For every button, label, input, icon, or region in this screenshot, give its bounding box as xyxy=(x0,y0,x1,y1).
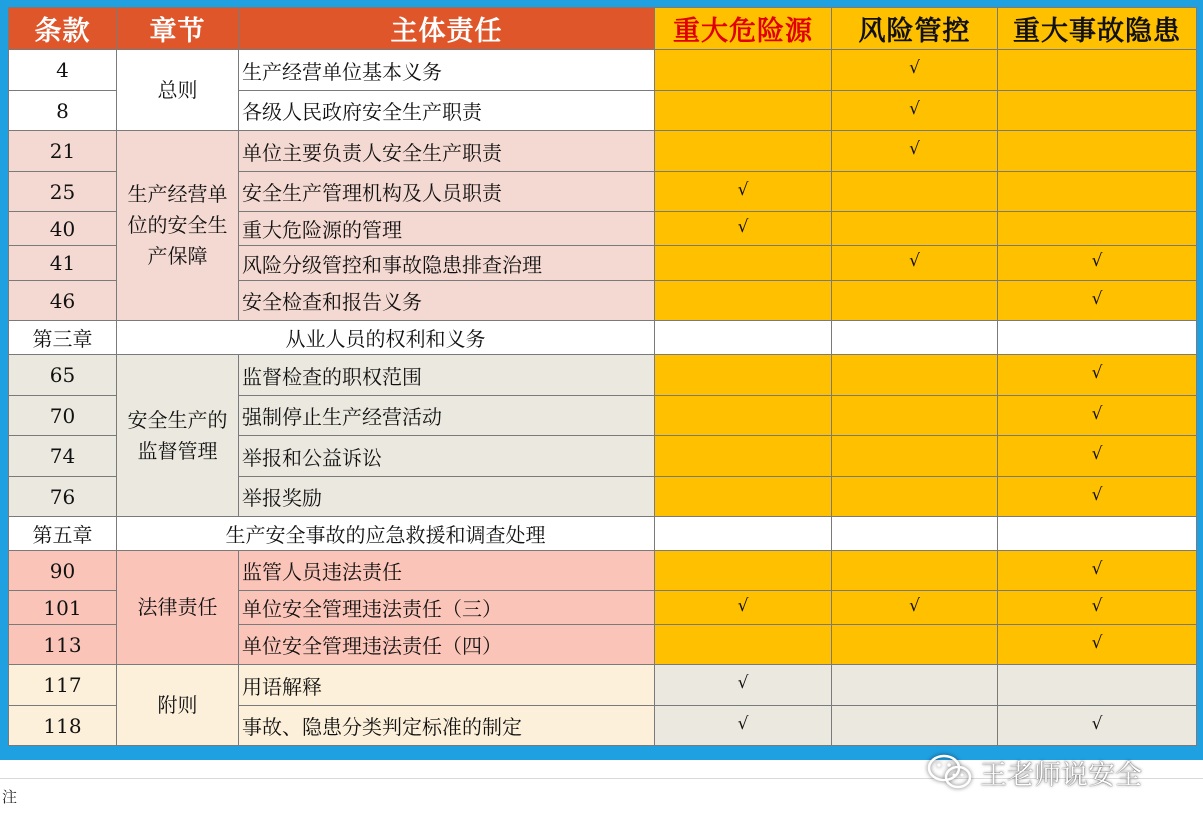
check-mark: √ xyxy=(737,673,749,693)
risk-cell xyxy=(832,706,998,746)
risk-cell xyxy=(832,212,998,246)
check-mark: √ xyxy=(737,595,749,616)
risk-cell xyxy=(832,665,998,706)
hazard-cell xyxy=(655,281,832,321)
table-row xyxy=(9,131,1197,172)
check-mark: √ xyxy=(1091,403,1103,424)
clause-number: 113 xyxy=(9,625,117,665)
clause-number: 21 xyxy=(9,131,117,172)
risk-cell xyxy=(832,91,998,131)
check-mark: √ xyxy=(1091,484,1103,505)
check-mark: √ xyxy=(737,179,749,200)
table-row xyxy=(9,551,1197,591)
header-clause: 条款 xyxy=(9,8,117,50)
risk-cell xyxy=(832,246,998,281)
hidden-danger-cell xyxy=(998,281,1197,321)
section-row xyxy=(9,321,1197,355)
clause-number: 70 xyxy=(9,396,117,436)
check-mark: √ xyxy=(1091,251,1103,271)
hazard-cell xyxy=(655,131,832,172)
risk-cell xyxy=(832,591,998,625)
hidden-danger-cell xyxy=(998,591,1197,625)
header-major-hidden-danger: 重大事故隐患 xyxy=(998,8,1197,50)
hidden-danger-cell xyxy=(998,246,1197,281)
clause-number: 117 xyxy=(9,665,117,706)
hidden-danger-cell xyxy=(998,551,1197,591)
hazard-cell xyxy=(655,706,832,746)
hidden-danger-cell xyxy=(998,517,1197,551)
risk-cell xyxy=(832,321,998,355)
risk-cell xyxy=(832,355,998,396)
header-risk-control: 风险管控 xyxy=(832,8,998,50)
hidden-danger-cell xyxy=(998,131,1197,172)
check-mark: √ xyxy=(1091,632,1103,653)
hazard-cell xyxy=(655,665,832,706)
check-mark: √ xyxy=(909,251,920,271)
clause-number: 46 xyxy=(9,281,117,321)
clause-number: 90 xyxy=(9,551,117,591)
hazard-cell xyxy=(655,591,832,625)
check-mark: √ xyxy=(1091,713,1103,734)
risk-cell xyxy=(832,436,998,477)
check-mark: √ xyxy=(909,58,920,78)
clause-number: 8 xyxy=(9,91,117,131)
chapter-cell: 安全生产的监督管理 xyxy=(117,355,239,517)
hidden-danger-cell xyxy=(998,355,1197,396)
check-mark: √ xyxy=(737,216,749,237)
duty-text: 用语解释 xyxy=(239,665,655,706)
duty-text: 生产经营单位基本义务 xyxy=(239,50,655,91)
check-mark: √ xyxy=(909,98,920,119)
note-label: 注 xyxy=(2,788,18,806)
duty-text: 各级人民政府安全生产职责 xyxy=(239,91,655,131)
duty-text: 举报奖励 xyxy=(239,477,655,517)
check-mark: √ xyxy=(1091,363,1103,383)
hidden-danger-cell xyxy=(998,436,1197,477)
wechat-icon xyxy=(926,753,974,791)
duty-text: 重大危险源的管理 xyxy=(239,212,655,246)
header-chapter: 章节 xyxy=(117,8,239,50)
check-mark: √ xyxy=(909,595,920,616)
check-mark: √ xyxy=(1091,558,1103,579)
hidden-danger-cell xyxy=(998,91,1197,131)
clause-number: 101 xyxy=(9,591,117,625)
header-duty: 主体责任 xyxy=(239,8,655,50)
chapter-label: 第三章 xyxy=(9,321,117,355)
chapter-cell: 法律责任 xyxy=(117,551,239,665)
risk-cell xyxy=(832,50,998,91)
hidden-danger-cell xyxy=(998,665,1197,706)
check-mark: √ xyxy=(1091,288,1103,309)
hazard-cell xyxy=(655,436,832,477)
table-row xyxy=(9,50,1197,91)
duty-text: 安全检查和报告义务 xyxy=(239,281,655,321)
clause-number: 118 xyxy=(9,706,117,746)
chapter-cell: 生产经营单位的安全生产保障 xyxy=(117,131,239,321)
risk-cell xyxy=(832,281,998,321)
hazard-cell xyxy=(655,91,832,131)
hazard-cell xyxy=(655,355,832,396)
chapter-cell: 总则 xyxy=(117,50,239,131)
duty-text: 监管人员违法责任 xyxy=(239,551,655,591)
risk-cell xyxy=(832,551,998,591)
chapter-title: 从业人员的权利和义务 xyxy=(117,321,655,355)
risk-cell xyxy=(832,172,998,212)
risk-cell xyxy=(832,396,998,436)
hazard-cell xyxy=(655,50,832,91)
hazard-cell xyxy=(655,551,832,591)
hazard-cell xyxy=(655,396,832,436)
duty-text: 事故、隐患分类判定标准的制定 xyxy=(239,706,655,746)
clause-number: 74 xyxy=(9,436,117,477)
hidden-danger-cell xyxy=(998,50,1197,91)
chapter-label: 第五章 xyxy=(9,517,117,551)
hazard-cell xyxy=(655,172,832,212)
hazard-cell xyxy=(655,212,832,246)
hazard-cell xyxy=(655,477,832,517)
check-mark: √ xyxy=(909,139,920,159)
risk-cell xyxy=(832,131,998,172)
check-mark: √ xyxy=(1091,444,1103,464)
risk-cell xyxy=(832,477,998,517)
hazard-cell xyxy=(655,625,832,665)
section-row xyxy=(9,517,1197,551)
hidden-danger-cell xyxy=(998,477,1197,517)
hidden-danger-cell xyxy=(998,396,1197,436)
hidden-danger-cell xyxy=(998,321,1197,355)
watermark xyxy=(926,752,1142,792)
hazard-cell xyxy=(655,246,832,281)
clause-number: 65 xyxy=(9,355,117,396)
table-row xyxy=(9,355,1197,396)
chapter-cell: 附则 xyxy=(117,665,239,746)
table-row xyxy=(9,665,1197,706)
header-major-hazard: 重大危险源 xyxy=(655,8,832,50)
watermark-text: 王老师说安全 xyxy=(980,759,1142,791)
chapter-title: 生产安全事故的应急救援和调查处理 xyxy=(117,517,655,551)
duty-text: 举报和公益诉讼 xyxy=(239,436,655,477)
hidden-danger-cell xyxy=(998,212,1197,246)
hidden-danger-cell xyxy=(998,706,1197,746)
check-mark: √ xyxy=(1091,595,1103,616)
risk-cell xyxy=(832,625,998,665)
duty-text: 监督检查的职权范围 xyxy=(239,355,655,396)
duty-text: 安全生产管理机构及人员职责 xyxy=(239,172,655,212)
clause-number: 76 xyxy=(9,477,117,517)
duty-text: 单位安全管理违法责任（三） xyxy=(239,591,655,625)
clause-number: 25 xyxy=(9,172,117,212)
duty-text: 风险分级管控和事故隐患排查治理 xyxy=(239,246,655,281)
clause-number: 4 xyxy=(9,50,117,91)
header-row xyxy=(9,8,1197,50)
hidden-danger-cell xyxy=(998,625,1197,665)
clause-number: 40 xyxy=(9,212,117,246)
hazard-cell xyxy=(655,321,832,355)
duty-text: 单位安全管理违法责任（四） xyxy=(239,625,655,665)
duty-text: 单位主要负责人安全生产职责 xyxy=(239,131,655,172)
risk-cell xyxy=(832,517,998,551)
check-mark: √ xyxy=(737,713,749,734)
hazard-cell xyxy=(655,517,832,551)
hidden-danger-cell xyxy=(998,172,1197,212)
responsibility-table xyxy=(8,7,1197,746)
clause-number: 41 xyxy=(9,246,117,281)
duty-text: 强制停止生产经营活动 xyxy=(239,396,655,436)
